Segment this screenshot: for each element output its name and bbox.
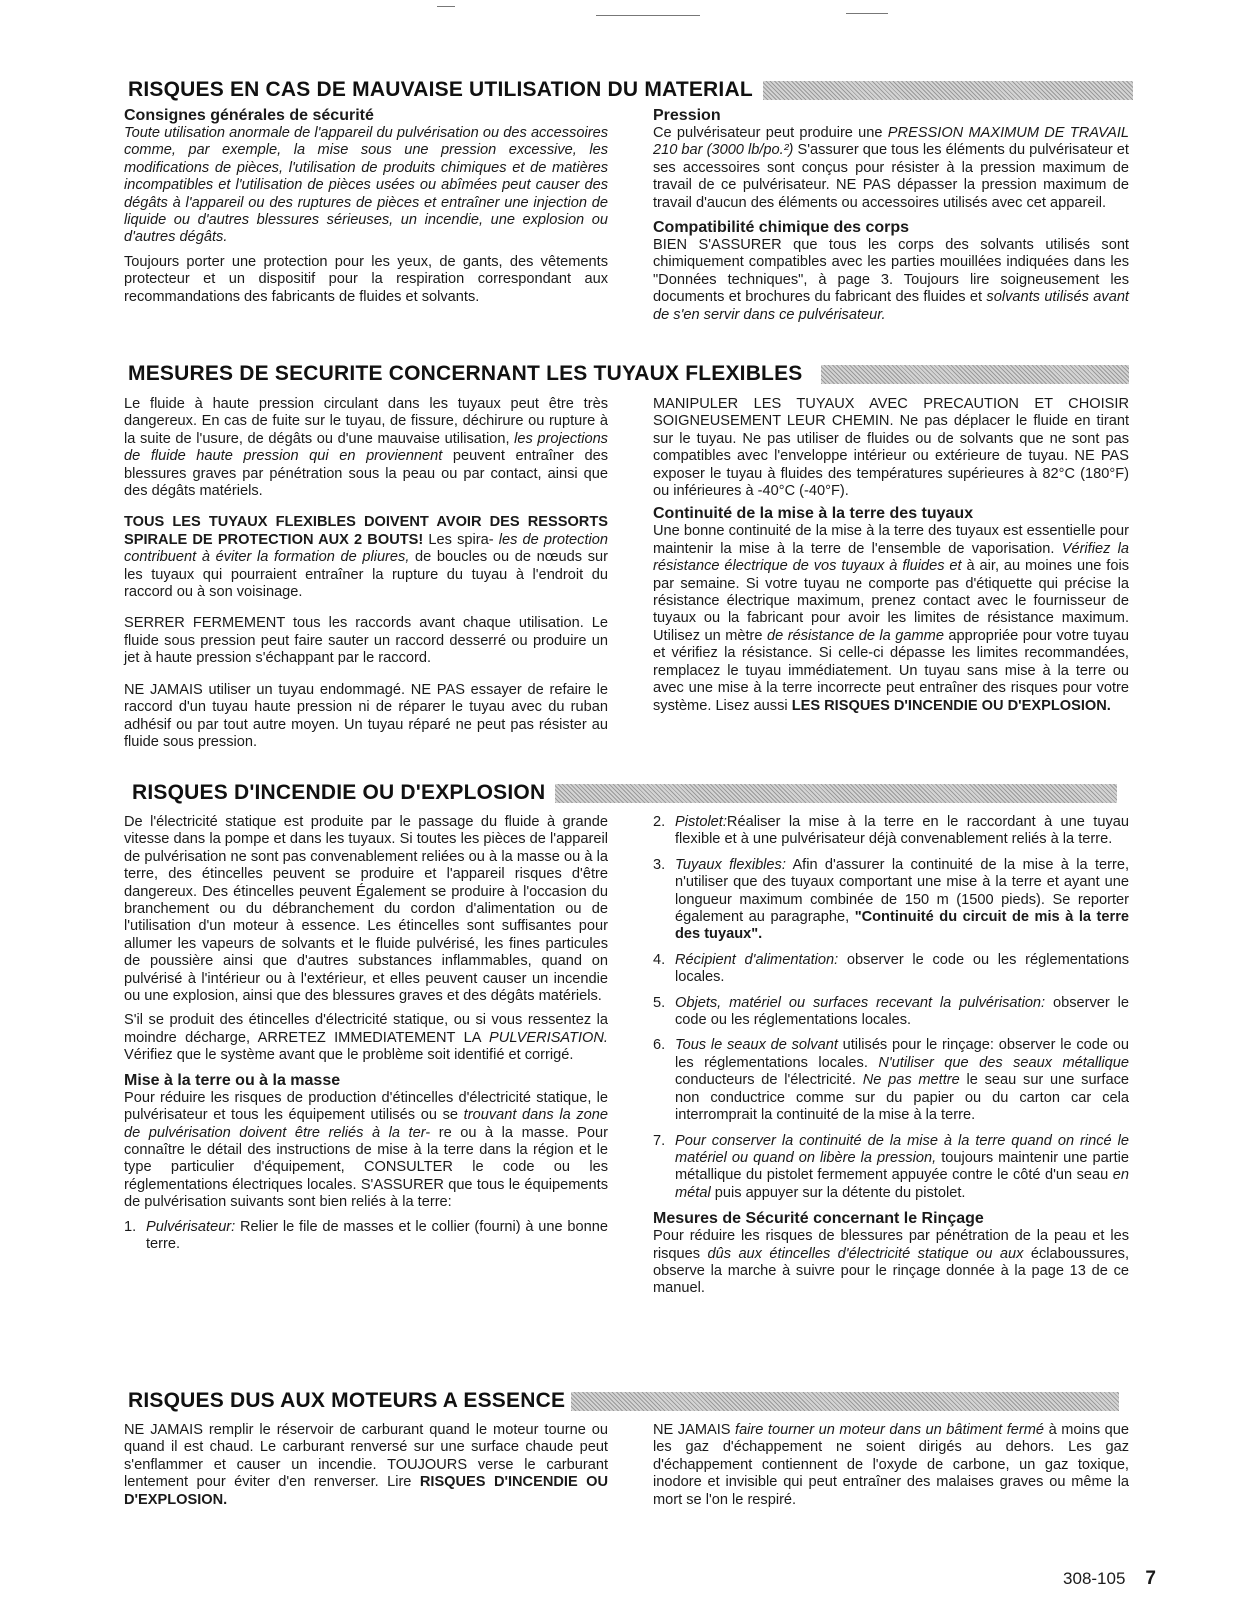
section-title: RISQUES D'INCENDIE OU D'EXPLOSION xyxy=(132,781,546,804)
scan-mark xyxy=(437,6,455,7)
engines-right-column xyxy=(653,1422,1129,1516)
engines-left-column xyxy=(124,1422,608,1516)
list-item: 2. Pistolet:Réaliser la mise à la terre en le raccordant à une tuyau flexible et à une pulvérisateur déjà convenablement reliés à la terre. xyxy=(653,814,1129,848)
section-shade-bar xyxy=(571,1392,1119,1411)
fire-left-column xyxy=(124,814,608,1261)
paragraph: Pour réduire les risques de blessures par pénétration de la peau et les risques dûs aux étincelles d'électricité statique ou aux éclaboussures, observe la marche à suivre pour le rinçage donnée à la page 13 de ce manuel. xyxy=(653,1228,1129,1297)
subheading-pressure: Pression xyxy=(653,107,721,124)
scan-mark xyxy=(846,13,888,14)
paragraph: NE JAMAIS faire tourner un moteur dans un bâtiment fermé à moins que les gaz d'échappement ne soient dirigés au dehors. Les gaz d'échappement contiennent de l'oxyde de carbone, un gaz toxique, inodore et invisible qui peut entraîner des malaises graves ou même la mort se l'on le respiré. xyxy=(653,1422,1129,1508)
section-title: RISQUES EN CAS DE MAUVAISE UTILISATION DU MATERIAL xyxy=(128,78,753,101)
hoses-right-column xyxy=(653,396,1129,722)
paragraph: BIEN S'ASSURER que tous les corps des solvants utilisés sont chimiquement compatibles avec les parties mouillées indiquées dans les "Données techniques", à page 3. Toujours lire soigneusement les documents et brochures du fabricant des fluides et solvants utilisés avant de s'en servir dans ce pulvérisateur. xyxy=(653,237,1129,323)
paragraph: Ce pulvérisateur peut produire une PRESSION MAXIMUM DE TRAVAIL 210 bar (3000 lb/po.²) S'assurer que tous les éléments du pulvérisateur et ses accessoires sont conçus pour résister à la pression maximum de travail de ce pulvérisateur. NE PAS dépasser la pression maximum de travail d'aucun des éléments ou accessoires utilisés avec cet appareil. xyxy=(653,125,1130,211)
subheading-rinsing: Mesures de Sécurité concernant le Rinçage xyxy=(653,1210,984,1228)
list-item: 6. Tous le seaux de solvant utilisés pour le rinçage: observer le code ou les réglementations locales. N'utiliser que des seaux métallique conducteurs de l'électricité. Ne pas mettre le seau sur une surface non conductrice comme sur du papier ou du carton car cela interromprait la continuité de la mise à la terre. xyxy=(653,1037,1129,1124)
subheading-chemical-compat: Compatibilité chimique des corps xyxy=(653,219,910,237)
list-item: 1. Pulvérisateur: Relier le file de masses et le collier (fourni) à une bonne terre. xyxy=(124,1218,608,1252)
list-item: 5. Objets, matériel ou surfaces recevant la pulvérisation: observer le code ou les réglementations locales. xyxy=(653,994,1130,1029)
subheading-general-safety: Consignes générales de sécurité xyxy=(124,107,374,124)
section-heading-fire xyxy=(132,781,1117,805)
subheading-earthing: Mise à la terre ou à la masse xyxy=(124,1071,341,1089)
section-shade-bar xyxy=(763,81,1133,100)
section-title: RISQUES DUS AUX MOTEURS A ESSENCE xyxy=(128,1389,566,1412)
paragraph: Pour réduire les risques de production d'étincelles d'électricité statique, le pulvérisateur et tous les équipement utilisés ou se trouvant dans la zone de pulvérisation doivent être reliés à la ter- re ou à la masse. Pour connaître le détail des instructions de mise à la terre dans la région et le type particulier d'équipement, CONSULTER le code ou les réglementations électriques locales. S'ASSURER que tous le équipements de pulvérisation suivants sont bien reliés à la terre: xyxy=(124,1089,608,1211)
page-footer xyxy=(1063,1568,1156,1590)
grounding-list xyxy=(124,1219,608,1254)
paragraph: De l'électricité statique est produite par le passage du fluide à grande vitesse dans la pompe et dans les tuyaux. Si toutes les pièces de l'appareil de pulvérisation ne sont pas convenablement reliées ou à la masse ou à la terre, des étincelles peuvent se produire et l'appareil risques d'être dangereux. Des étincelles peuvent Également se produire à l'occasion du branchement ou du débranchement du cordon d'alimentation ou de l'utilisation d'un moteur à essence. Les étincelles sont suffisantes pour allumer les vapeurs de solvants et le fluide pulvérisé, les fines particules de poussière ainsi que d'autres substances inflammables, quand on pulvérisé à l'intérieur ou à l'extérieur, et elles peuvent causer un incendie ou une explosion, ainsi que des blessures graves et des dégâts matériels. xyxy=(124,814,608,1005)
section-heading-misuse xyxy=(128,78,1133,102)
paragraph: Toute utilisation anormale de l'appareil du pulvérisation ou des accessoires comme, par exemple, la mise sous une pression excessive, les modifications de pièces, l'utilisation de produits chimiques et de matières incompatibles et l'utilisation de pièces usées ou abîmées peut causer des dégâts à l'appareil ou des ruptures de pièces et entraîner une injection de liquide ou d'autres blessures sérieuses, un incendie, une explosion ou d'autres dégâts. xyxy=(124,125,608,246)
list-item: 7. Pour conserver la continuité de la mise à la terre quand on rincé le matériel ou quand on libère la pression, toujours maintenir une partie métallique du pistolet fermement appuyée contre le côté d'un seau en métal puis appuyer sur la détente du pistolet. xyxy=(653,1132,1129,1201)
paragraph: MANIPULER LES TUYAUX AVEC PRECAUTION ET CHOISIR SOIGNEUSEMENT LEUR CHEMIN. Ne pas déplacer le fluide en tirant sur le tuyau. Ne pas utiliser de fluides ou de solvants que ne sont pas compatibles avec l'enveloppe intérieur ou extérieure de tuyau. NE PAS exposer le tuyau à fluides des températures supérieures à 82°C (180°F) ou inférieures à -40°C (-40°F). xyxy=(653,396,1129,500)
paragraph: NE JAMAIS remplir le réservoir de carburant quand le moteur tourne ou quand il est chaud. Le carburant renversé sur une surface chaude peut s'enflammer et causer un incendie. TOUJOURS verse le carburant lentement pour éviter d'en renverser. Lire RISQUES D'INCENDIE OU D'EXPLOSION. xyxy=(124,1422,608,1508)
list-item: 4. Récipient d'alimentation: observer le code ou les réglementations locales. xyxy=(653,951,1129,986)
scan-mark xyxy=(596,15,700,16)
paragraph: TOUS LES TUYAUX FLEXIBLES DOIVENT AVOIR DES RESSORTS SPIRALE DE PROTECTION AUX 2 BOUTS! Les spira- les de protection contribuent à éviter la formation de pliures, de boucles ou de nœuds sur les tuyaux qui pourraient entraîner la rupture du tuyau à l'endroit du raccord ou à son voisinage. xyxy=(124,514,608,601)
page-number: 7 xyxy=(1145,1568,1156,1589)
paragraph: NE JAMAIS utiliser un tuyau endommagé. NE PAS essayer de refaire le raccord d'un tuyau haute pression ni de réparer le tuyau avec du ruban adhésif ou par tout autre moyen. Un tuyau réparé ne peut pas résister au fluide sous pression. xyxy=(124,681,608,750)
subheading-hose-grounding: Continuité de la mise à la terre des tuyaux xyxy=(653,505,974,523)
section-shade-bar xyxy=(821,365,1129,384)
paragraph: Le fluide à haute pression circulant dans les tuyaux peut être très dangereux. En cas de fuite sur le tuyau, de fissure, déchirure ou rupture à la suite de l'usure, de dégâts ou d'une mauvaise utilisation, les projections de fluide haute pression qui en proviennent peuvent entraîner des blessures graves par pénétration sous la peau ou par contact, ainsi que des dégâts matériels. xyxy=(124,396,608,500)
document-code: 308-105 xyxy=(1063,1569,1126,1588)
hoses-left-column xyxy=(124,396,608,758)
section-title: MESURES DE SECURITE CONCERNANT LES TUYAUX FLEXIBLES xyxy=(128,362,803,385)
grounding-list xyxy=(653,814,1129,1202)
misuse-left-column xyxy=(124,107,608,313)
fire-right-column xyxy=(653,814,1129,1305)
section-heading-engines xyxy=(128,1389,1119,1413)
paragraph: Toujours porter une protection pour les yeux, de gants, des vêtements protecteur et un dispositif pour la respiration correspondant aux recommandations des fabricants de fluides et solvants. xyxy=(124,253,608,305)
list-item: 3. Tuyaux flexibles: Afin d'assurer la continuité de la mise à la terre, n'utiliser que des tuyaux comportant une mise à la terre et ayant une longueur maximum combinée de 150 m (1500 pieds). Se reporter également au paragraphe, "Continuité du circuit de mis à la terre des tuyaux". xyxy=(653,856,1129,943)
paragraph: S'il se produit des étincelles d'électricité statique, ou si vous ressentez la moindre décharge, ARRETEZ IMMEDIATEMENT LA PULVERISATION. Vérifiez que le système avant que le problème soit identifié et corrigé. xyxy=(124,1012,608,1064)
misuse-right-column xyxy=(653,107,1129,331)
paragraph: SERRER FERMEMENT tous les raccords avant chaque utilisation. Le fluide sous pression peut faire sauter un raccord desserré ou produire un jet à haute pression s'échappant par le raccord. xyxy=(124,615,608,667)
section-shade-bar xyxy=(555,784,1117,803)
paragraph: Une bonne continuité de la mise à la terre des tuyaux est essentielle pour maintenir la mise à la terre de l'ensemble de vaporisation. Vérifiez la résistance électrique de vos tuyaux à fluides et à air, au moines une fois par semaine. Si votre tuyau ne comporte pas d'étiquette qui précise la résistance électrique maximum, prenez contact avec le fournisseur de tuyaux ou la fabricant pour avoir les limites de résistance maximum. Utilisez un mètre de résistance de la gamme appropriée pour votre tuyau et vérifiez la résistance. Si celle-ci dépasse les limites recommandées, remplacez le tuyau immédiatement. Un tuyau sans mise à la terre ou avec une mise à la terre incorrecte peut entraîner des risques pour votre système. Lisez aussi LES RISQUES D'INCENDIE OU D'EXPLOSION. xyxy=(653,523,1130,714)
section-heading-hoses xyxy=(128,362,1129,386)
